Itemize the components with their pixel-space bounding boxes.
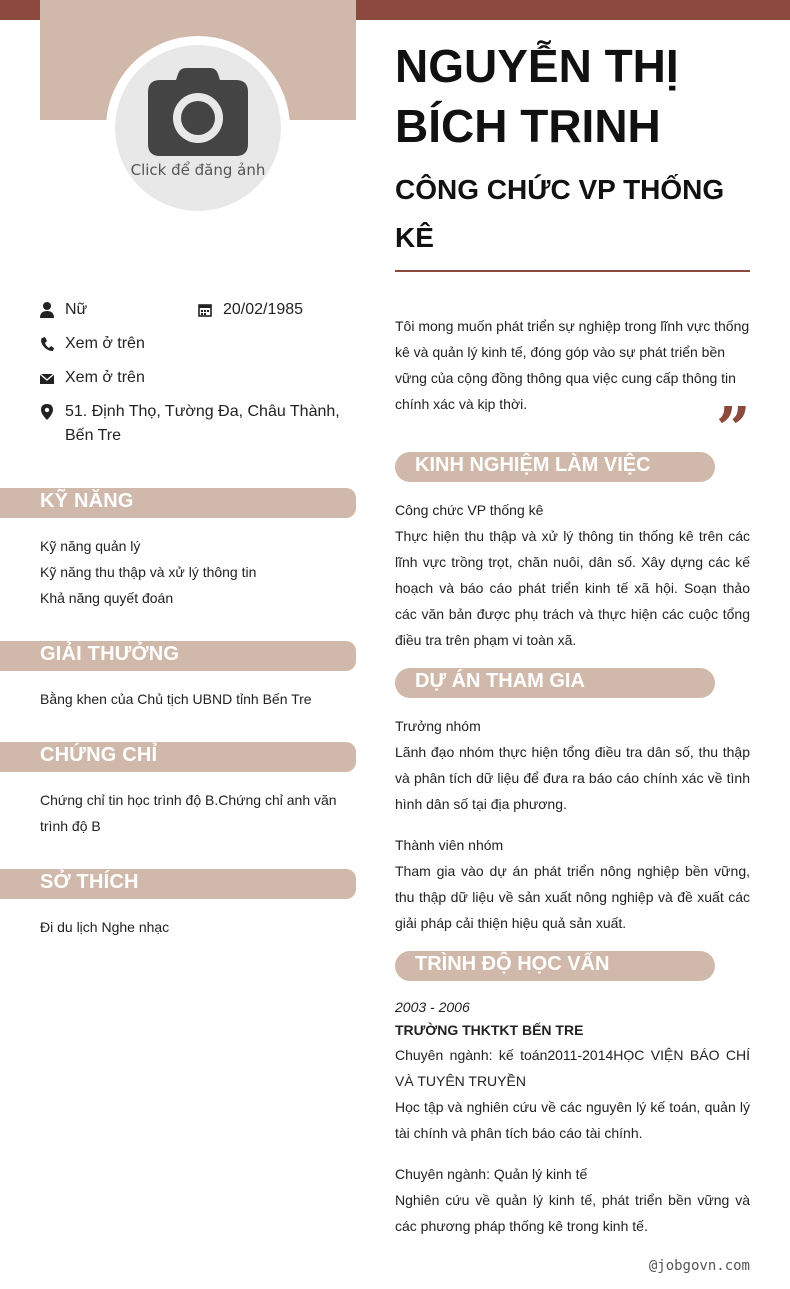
person-icon (40, 302, 54, 318)
hobbies-heading (0, 869, 356, 899)
education-major-description: Học tập và nghiên cứu về các nguyên lý kế toán, quản lý tài chính và phân tích báo cáo tài chính. (395, 1099, 750, 1141)
camera-icon (148, 68, 248, 156)
projects-heading-text: DỰ ÁN THAM GIA (415, 670, 585, 692)
education-major-2-description: Nghiên cứu về quản lý kinh tế, phát triển bền vững và các phương pháp thống kê trong kinh tế. (395, 1192, 750, 1234)
footer-watermark: @jobgovn.com (648, 1258, 750, 1274)
project-description: Tham gia vào dự án phát triển nông nghiệp bền vững, thu thập dữ liệu về sản xuất nông nghiệp và đề xuất các giải pháp cải thiện hiệu quả sản xuất. (395, 863, 750, 931)
awards-heading-text: GIẢI THƯỞNG (40, 643, 180, 665)
education-heading (395, 951, 715, 981)
email-value: Xem ở trên (65, 369, 145, 386)
email-row (40, 366, 356, 390)
hobbies-heading-text: SỞ THÍCH (40, 871, 139, 893)
phone-icon (40, 336, 54, 352)
location-pin-icon (40, 404, 54, 420)
skills-list (40, 533, 356, 611)
experience-description: Thực hiện thu thập và xử lý thông tin thống kê trên các lĩnh vực trồng trọt, chăn nuôi, dân số. Xây dựng các kế hoạch và báo cáo phát triển kinh tế xã hội. Soạn thảo các văn bản được phụ trách và thực hiện các cuộc tổng điều tra trên phạm vi toàn xã. (395, 528, 750, 648)
education-school: TRƯỜNG THKTKT BẾN TRE (395, 1022, 584, 1038)
project-description: Lãnh đạo nhóm thực hiện tổng điều tra dân số, thu thập và phân tích dữ liệu để đưa ra báo cáo chính xác về tình hình dân số tại địa phương. (395, 744, 750, 812)
experience-heading-text: KINH NGHIỆM LÀM VIỆC (415, 454, 651, 476)
certificates-heading (0, 742, 356, 772)
projects-heading (395, 668, 715, 698)
career-objective: Tôi mong muốn phát triển sự nghiệp trong lĩnh vực thống kê và quản lý kinh tế, đóng góp vào sự phát triển bền vững của cộng đồng thông qua việc cung cấp thông tin chính xác và kịp thời. (395, 318, 750, 412)
avatar-upload[interactable] (115, 45, 281, 211)
phone-row (40, 332, 356, 356)
experience-role: Công chức VP thống kê (395, 502, 544, 518)
full-name: NGUYỄN THỊ BÍCH TRINH (395, 40, 679, 152)
photo-caption: Click để đăng ảnh (130, 161, 266, 179)
education-major-2: Chuyên ngành: Quản lý kinh tế (395, 1166, 588, 1182)
gender-row (40, 298, 190, 322)
skill-item: Kỹ năng thu thập và xử lý thông tin (40, 564, 257, 580)
skills-heading-text: KỸ NĂNG (40, 490, 134, 512)
quote-mark-icon: ” (716, 395, 751, 465)
certificates-text: Chứng chỉ tin học trình độ B.Chứng chỉ anh văn trình độ B (40, 792, 337, 834)
birthdate-value: 20/02/1985 (223, 301, 304, 318)
education-period: 2003 - 2006 (395, 999, 470, 1015)
title-divider (395, 270, 750, 272)
awards-heading (0, 641, 356, 671)
education-heading-text: TRÌNH ĐỘ HỌC VẤN (415, 953, 610, 975)
envelope-icon (40, 370, 54, 386)
gender-value: Nữ (65, 301, 88, 318)
address-row (40, 400, 356, 448)
education-major: Chuyên ngành: kế toán2011-2014HỌC VIỆN BÁO CHÍ VÀ TUYÊN TRUYỀN (395, 1047, 750, 1089)
phone-value: Xem ở trên (65, 335, 145, 352)
skill-item: Kỹ năng quản lý (40, 538, 141, 554)
certificates-heading-text: CHỨNG CHỈ (40, 744, 158, 766)
project-role: Trưởng nhóm (395, 718, 481, 734)
hobbies-text: Đi du lịch Nghe nhạc (40, 919, 170, 935)
address-value: 51. Định Thọ, Tường Đa, Châu Thành, Bến Tre (65, 403, 340, 444)
skills-heading (0, 488, 356, 518)
skill-item: Khả năng quyết đoán (40, 590, 174, 606)
awards-text: Bằng khen của Chủ tịch UBND tỉnh Bến Tre (40, 691, 312, 707)
birthdate-row (198, 298, 356, 322)
experience-heading (395, 452, 715, 482)
job-title: CÔNG CHỨC VP THỐNG KÊ (395, 174, 725, 253)
project-role: Thành viên nhóm (395, 837, 504, 853)
calendar-icon (198, 302, 212, 318)
